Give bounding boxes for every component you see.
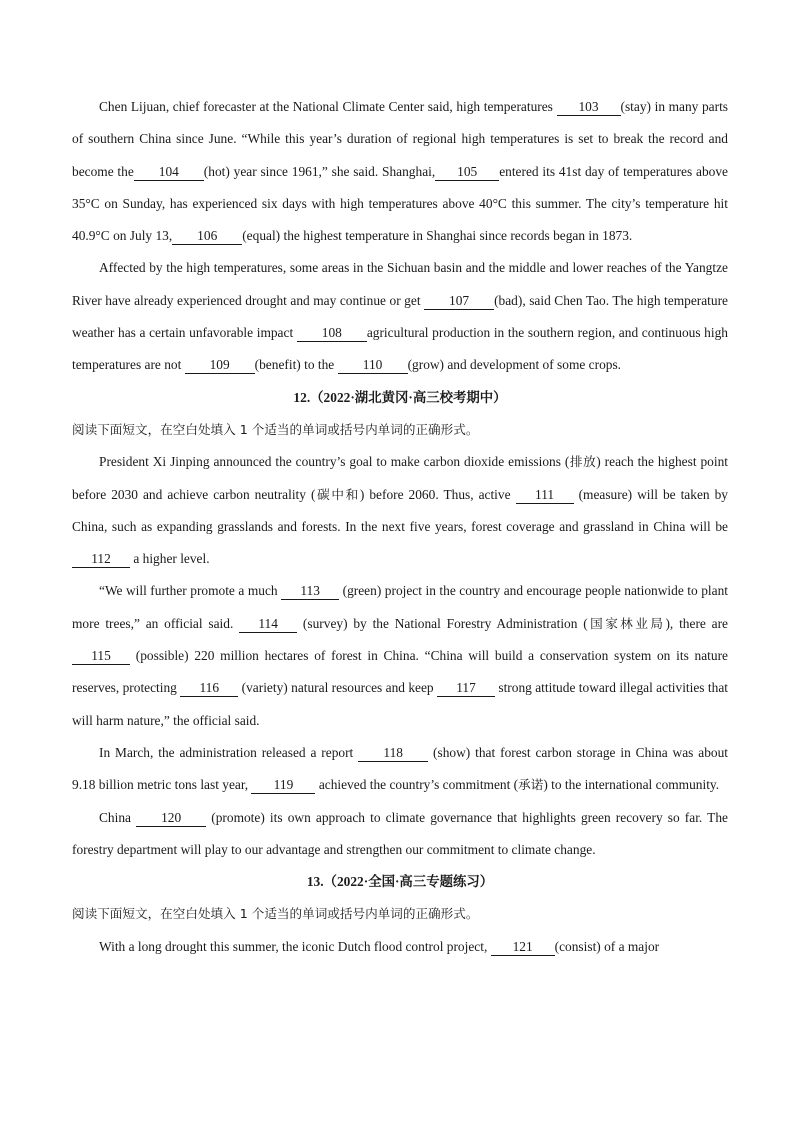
blank-112[interactable]: 112 <box>72 551 130 568</box>
blank-121[interactable]: 121 <box>491 939 555 956</box>
blank-111[interactable]: 111 <box>516 487 574 504</box>
text: (benefit) to the <box>254 357 338 373</box>
text: a higher level. <box>130 551 210 567</box>
text: (measure) will be taken by China, such as expanding grasslands and forests. In the next five years, forest coverage and grassland in China will be <box>72 486 728 534</box>
text: (hot) year since 1961,” she said. Shanghai, <box>203 163 436 179</box>
passage-paragraph-3 <box>72 446 728 575</box>
text: President Xi Jinping announced the country’s goal to make carbon dioxide emissions ( <box>99 454 570 470</box>
blank-104[interactable]: 104 <box>134 164 204 181</box>
gloss-emissions: 排放 <box>569 454 597 470</box>
text: (green) project in the country and encourage people nationwide to plant more trees,” an official said. <box>72 583 728 631</box>
passage-paragraph-1 <box>72 91 728 252</box>
text: Chen Lijuan, chief forecaster at the National Climate Center said, high temperatures <box>99 99 557 114</box>
text: (survey) by the National Forestry Administration ( <box>297 615 588 631</box>
text: China <box>99 809 137 825</box>
blank-105[interactable]: 105 <box>435 164 499 181</box>
text: entered its 41st day of temperatures above 35°C on Sunday, has experienced six days with high temperatures above 40°C this summer. The city’s temperature hit 40.9°C on July 13, <box>72 163 728 244</box>
blank-118[interactable]: 118 <box>358 745 428 762</box>
blank-113[interactable]: 113 <box>281 583 339 600</box>
text: With a long drought this summer, the iconic Dutch flood control project, <box>99 938 491 954</box>
blank-109[interactable]: 109 <box>185 357 255 374</box>
blank-114[interactable]: 114 <box>239 616 297 633</box>
blank-117[interactable]: 117 <box>437 680 495 697</box>
blank-119[interactable]: 119 <box>251 777 315 794</box>
text: (bad), said Chen Tao. The high temperature weather has a certain unfavorable impact <box>72 292 728 341</box>
gloss-commitment: 承诺 <box>518 777 544 793</box>
text: (grow) and development of some crops. <box>407 357 622 373</box>
gloss-carbon-neutrality: 碳中和 <box>315 486 360 502</box>
text: “We will further promote a much <box>99 583 282 599</box>
text: (variety) natural resources and keep <box>238 680 437 696</box>
gloss-forestry-administration: 国家林业局 <box>587 615 666 631</box>
passage-paragraph-6 <box>72 802 728 867</box>
passage-paragraph-2 <box>72 252 728 381</box>
text: (possible) 220 million hectares of forest in China. “China will build a conservation system on its nature reserves, protecting <box>72 648 728 696</box>
text: ) reach the highest point before 2030 and achieve carbon neutrality ( <box>72 454 729 502</box>
blank-120[interactable]: 120 <box>136 810 206 827</box>
question-12-heading: 12.（2022·湖北黄冈·高三校考期中） <box>293 389 507 405</box>
text: Affected by the high temperatures, some areas in the Sichuan basin and the middle and lower reaches of the Yangtze River have already experienced drought and may continue or get <box>72 260 728 308</box>
blank-116[interactable]: 116 <box>180 680 238 697</box>
passage-paragraph-7 <box>72 931 728 963</box>
blank-110[interactable]: 110 <box>338 357 408 374</box>
text: (show) that forest carbon storage in China was about 9.18 billion metric tons last year, <box>72 744 729 793</box>
passage-paragraph-5 <box>72 737 728 802</box>
question-13-instruction: 阅读下面短文，在空白处填入 1 个适当的单词或括号内单词的正确形式。 <box>72 906 479 922</box>
text: ) to the international community. <box>543 777 720 793</box>
text: In March, the administration released a report <box>99 744 359 760</box>
passage-paragraph-4 <box>72 575 728 736</box>
blank-115[interactable]: 115 <box>72 648 130 665</box>
text: strong attitude toward illegal activities that will harm nature,” the official said. <box>72 680 728 728</box>
text: (equal) the highest temperature in Shanghai since records began in 1873. <box>242 228 633 244</box>
text: agricultural production in the southern region, and continuous high temperatures are not <box>72 325 728 373</box>
text: (consist) of a major <box>554 938 660 954</box>
text: ), there are <box>665 615 729 631</box>
question-13-heading: 13.（2022·全国·高三专题练习） <box>306 874 494 890</box>
text: (stay) in many parts of southern China since June. “While this year’s duration of regional high temperatures is set to break the record and become the <box>72 99 729 179</box>
text: ) before 2060. Thus, active <box>359 486 516 502</box>
text: (promote) its own approach to climate governance that highlights green recovery so far. The forestry department will play to our advantage and strengthen our commitment to climate change. <box>72 809 728 857</box>
blank-103[interactable]: 103 <box>557 99 621 116</box>
text: achieved the country’s commitment ( <box>315 777 519 793</box>
question-12-instruction: 阅读下面短文，在空白处填入 1 个适当的单词或括号内单词的正确形式。 <box>72 421 479 437</box>
blank-108[interactable]: 108 <box>297 325 367 342</box>
blank-107[interactable]: 107 <box>424 293 494 310</box>
blank-106[interactable]: 106 <box>172 228 242 245</box>
